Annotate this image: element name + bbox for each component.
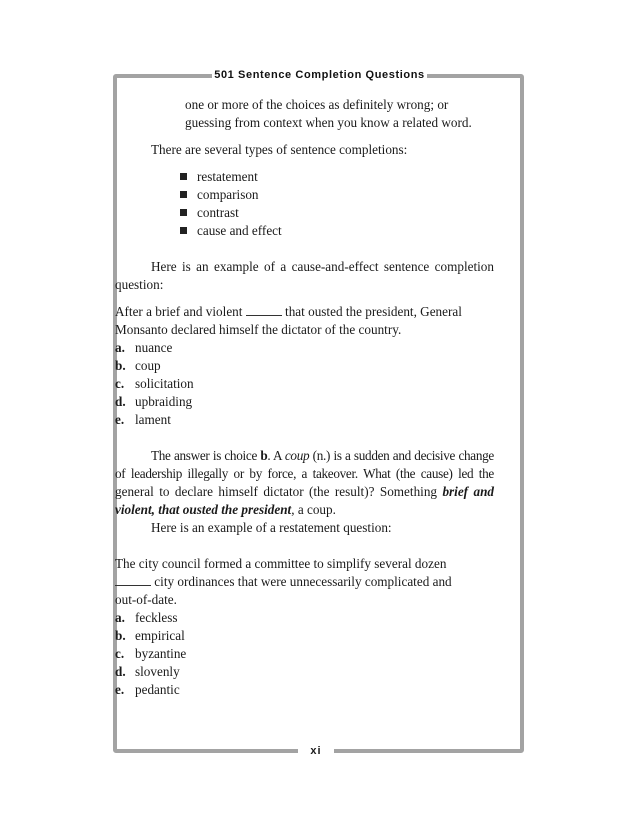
option-c: c. byzantine [115,646,187,661]
answer-explanation: The answer is choice b. A coup (n.) is a sudden and decisive change of leadership illegally or by force, a takeover. What (the cause) led the general to declare himself dictator (the result)? Something brief and violent, that ousted the president, a coup. [115,448,495,517]
option-e: e. pedantic [115,682,180,697]
square-bullet-icon [180,173,187,180]
list-item: contrast [115,204,494,222]
answer-blank [115,575,151,586]
option-c: c. solicitation [115,376,194,391]
example1-intro-cont: question: [115,277,164,292]
option-a: a. feckless [115,610,178,625]
option-d: d. upbraiding [115,394,193,409]
question-2-stem: The city council formed a committee to simplify several dozen [115,556,447,571]
question-2 [115,555,494,699]
option-d: d. slovenly [115,664,180,679]
page-body [115,96,494,699]
option-b: b. coup [115,358,161,373]
running-header: 501 Sentence Completion Questions [212,66,427,84]
square-bullet-icon [180,209,187,216]
intro-line-2: guessing from context when you know a related word. [185,115,472,130]
question-2-stem-cont2: out-of-date. [115,592,177,607]
intro-line-1: one or more of the choices as definitely wrong; or [185,97,449,112]
list-item: restatement [115,168,494,186]
list-item: comparison [115,186,494,204]
example1-intro: Here is an example of a cause-and-effect sentence completion [151,259,494,274]
example2-intro: Here is an example of a restatement question: [151,520,392,535]
list-item: cause and effect [115,222,494,240]
square-bullet-icon [180,191,187,198]
types-intro: There are several types of sentence completions: [151,142,408,157]
square-bullet-icon [180,227,187,234]
question-1-stem-cont: Monsanto declared himself the dictator of the country. [115,322,402,337]
option-e: e. lament [115,412,171,427]
page-number: xi [298,742,334,760]
question-1-stem: After a brief and violent that ousted the president, General [115,304,462,319]
types-list [115,168,494,240]
answer-blank [246,305,282,316]
option-a: a. nuance [115,340,173,355]
question-2-stem-cont: city ordinances that were unnecessarily complicated and [115,573,494,591]
option-b: b. empirical [115,628,185,643]
question-1 [115,303,494,429]
